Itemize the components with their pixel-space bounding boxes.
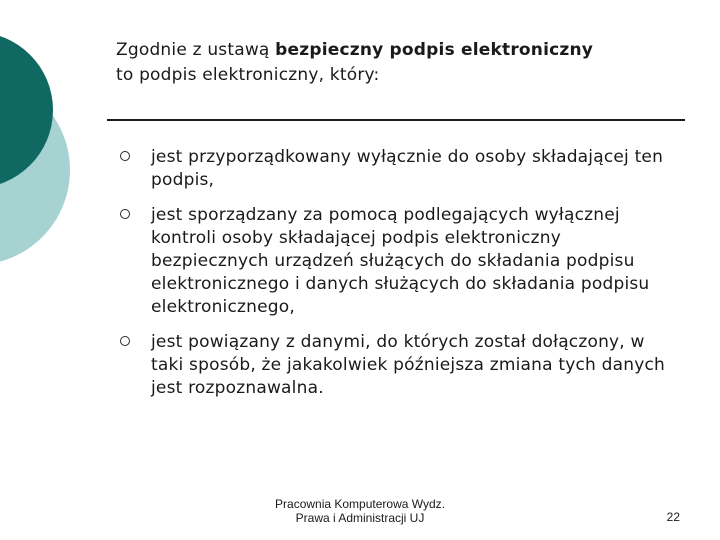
hollow-circle-bullet-icon (120, 209, 130, 219)
footer-line-2: Prawa i Administracji UJ (295, 511, 425, 525)
bullet-item (120, 204, 680, 319)
bullet-text: jest przyporządkowany wyłącznie do osoby składającej ten podpis, (151, 147, 664, 190)
title-line-2: to podpis elektroniczny, który: (116, 65, 380, 85)
title-line-1 (116, 38, 696, 63)
footer-line-1: Pracownia Komputerowa Wydz. (275, 497, 445, 511)
title-divider (107, 119, 685, 121)
bullet-list (120, 146, 680, 412)
bullet-item (120, 331, 680, 400)
page-number: 22 (666, 510, 680, 524)
slide-title (116, 38, 696, 88)
title-prefix: Zgodnie z ustawą (116, 40, 276, 60)
title-bold-term: bezpieczny podpis elektroniczny (275, 40, 594, 60)
hollow-circle-bullet-icon (120, 336, 130, 346)
decorative-circles (0, 0, 80, 300)
bullet-text: jest sporządzany za pomocą podlegających wyłącznej kontroli osoby składającej podpis elektroniczny bezpiecznych urządzeń służących do składania podpisu elektronicznego i danych służących do składania podpisu elektronicznego, (151, 205, 650, 317)
footer-caption (240, 497, 480, 525)
bullet-item (120, 146, 680, 192)
bullet-text: jest powiązany z danymi, do których został dołączony, w taki sposób, że jakakolwiek późniejsza zmiana tych danych jest rozpoznawalna. (151, 332, 665, 398)
hollow-circle-bullet-icon (120, 151, 130, 161)
